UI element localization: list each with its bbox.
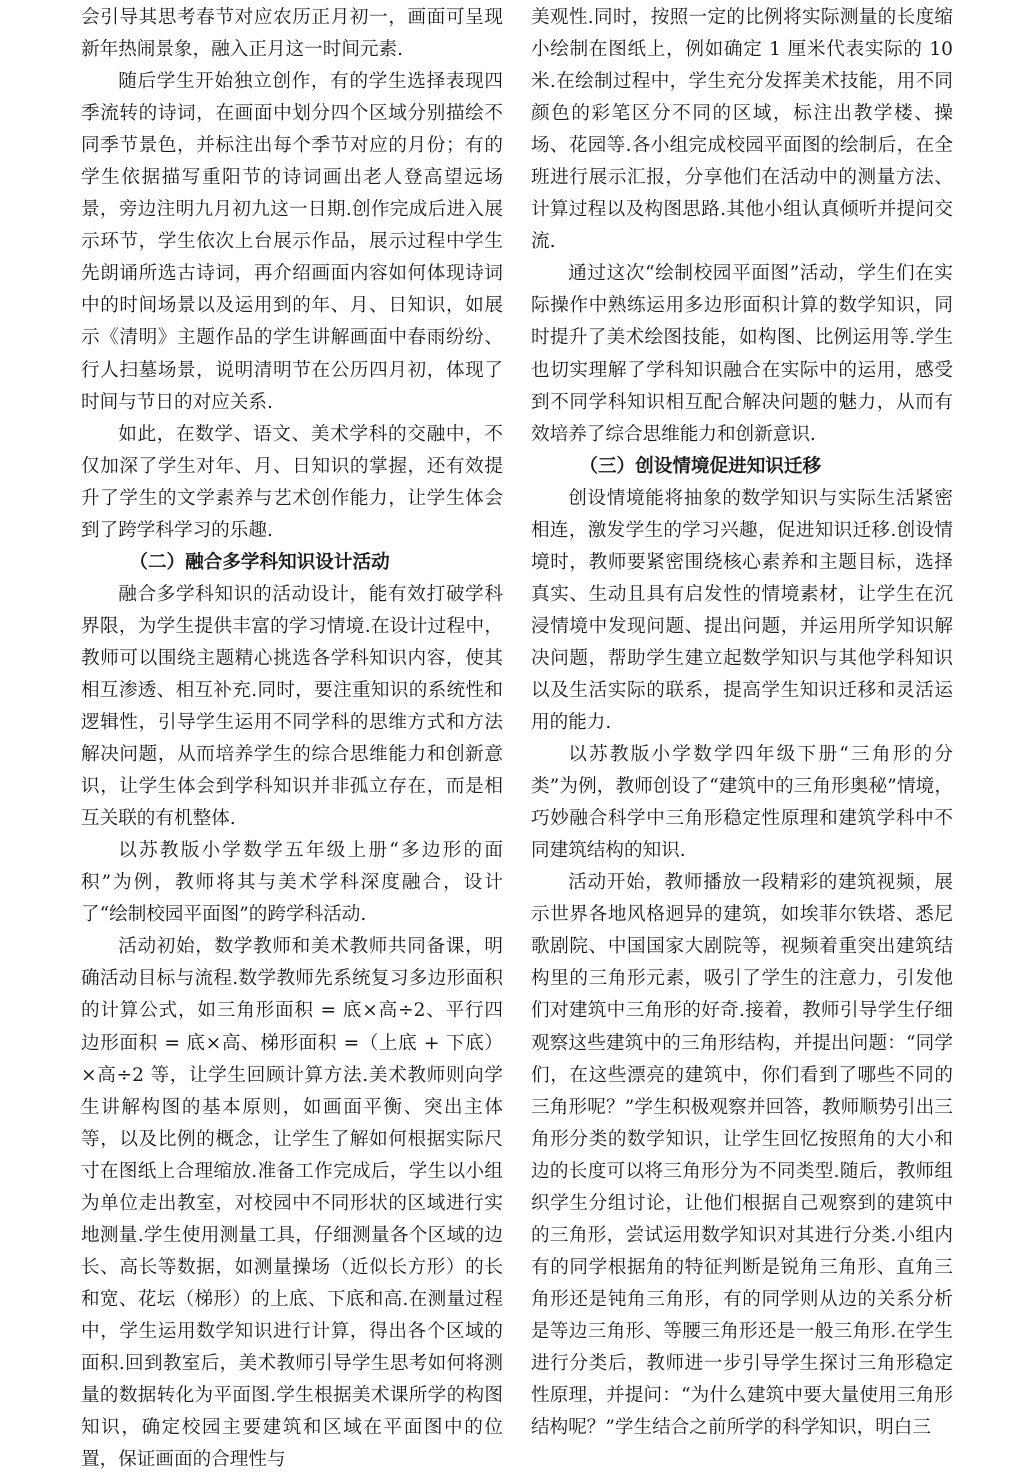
paragraph: 通过这次“绘制校园平面图”活动，学生们在实际操作中熟练运用多边形面积计算的数学知识，同时提升了美术绘图技能，如构图、比例运用等.学生也切实理解了学科知识融合在实际中的运用，感受到不同学科知识相互配合解决问题的魅力，从而有效培养了综合思维能力和创新意识. [531, 263, 953, 445]
paragraph: 美观性.同时，按照一定的比例将实际测量的长度缩小绘制在图纸上，例如确定 1 厘米代表实际的 10 米.在绘制过程中，学生充分发挥美术技能，用不同颜色的彩笔区分不同的区域，标注出教学楼、操场、花园等.各小组完成校园平面图的绘制后，在全班进行展示汇报，分享他们在活动中的测量方法、计算过程以及构图思路.其他小组认真倾听并提问交流. [531, 7, 953, 253]
paragraph: 创设情境能将抽象的数学知识与实际生活紧密相连，激发学生的学习兴趣，促进知识迁移.创设情境时，教师要紧密围绕核心素养和主题目标，选择真实、生动且具有启发性的情境素材，让学生在沉浸情境中发现问题、提出问题，并运用所学知识解决问题，帮助学生建立起数学知识与其他学科知识以及生活实际的联系，提高学生知识迁移和灵活运用的能力. [531, 487, 953, 734]
paragraph: 以苏教版小学数学四年级下册“三角形的分类”为例，教师创设了“建筑中的三角形奥秘”情境，巧妙融合科学中三角形稳定性原理和建筑学科中不同建筑结构的知识. [531, 744, 953, 862]
paragraph: 随后学生开始独立创作，有的学生选择表现四季流转的诗词，在画面中划分四个区域分别描绘不同季节景色，并标注出每个季节对应的月份；有的学生依据描写重阳节的诗词画出老人登高望远场景，旁边注明九月初九这一日期.创作完成后进入展示环节，学生依次上台展示作品，展示过程中学生先朗诵所选古诗词，再介绍画面内容如何体现诗词中的时间场景以及运用到的年、月、日知识，如展示《清明》主题作品的学生讲解画面中春雨纷纷、行人扫墓场景，说明清明节在公历四月初，体现了时间与节日的对应关系. [81, 71, 503, 413]
paragraph: 活动开始，教师播放一段精彩的建筑视频，展示世界各地风格迥异的建筑，如埃菲尔铁塔、悉尼歌剧院、中国国家大剧院等，视频着重突出建筑结构里的三角形元素，吸引了学生的注意力，引发他们对建筑中三角形的好奇.接着，教师引导学生仔细观察这些建筑中的三角形结构，并提出问题：“同学们，在这些漂亮的建筑中，你们看到了哪些不同的三角形呢？”学生积极观察并回答，教师顺势引出三角形分类的数学知识，让学生回忆按照角的大小和边的长度可以将三角形分为不同类型.随后，教师组织学生分组讨论，让他们根据自己观察到的建筑中的三角形，尝试运用数学知识对其进行分类.小组内有的同学根据角的特征判断是锐角三角形、直角三角形还是钝角三角形，有的同学则从边的关系分析是等边三角形、等腰三角形还是一般三角形.在学生进行分类后，教师进一步引导学生探讨三角形稳定性原理，并提问：“为什么建筑中要大量使用三角形结构呢？”学生结合之前所学的科学知识，明白三 [531, 872, 953, 1439]
left-column [81, 2, 503, 1476]
paragraph: 如此，在数学、语文、美术学科的交融中，不仅加深了学生对年、月、日知识的掌握，还有效提升了学生的文学素养与艺术创作能力，让学生体会到了跨学科学习的乐趣. [81, 423, 503, 541]
paragraph: 以苏教版小学数学五年级上册“多边形的面积”为例，教师将其与美术学科深度融合，设计了“绘制校园平面图”的跨学科活动. [81, 840, 503, 926]
paragraph: 会引导其思考春节对应农历正月初一，画面可呈现新年热闹景象，融入正月这一时间元素. [81, 7, 503, 61]
section-heading: （二）融合多学科知识设计活动 [129, 551, 390, 573]
section-heading: （三）创设情境促进知识迁移 [579, 455, 822, 477]
paragraph: 活动初始，数学教师和美术教师共同备课，明确活动目标与流程.数学教师先系统复习多边形面积的计算公式，如三角形面积 = 底×高÷2、平行四边形面积 = 底×高、梯形面积 =（上底 + 下底）×高÷2 等，让学生回顾计算方法.美术教师则向学生讲解构图的基本原则，如画面平衡、突出主体等，以及比例的概念，让学生了解如何根据实际尺寸在图纸上合理缩放.准备工作完成后，学生以小组为单位走出教室，对校园中不同形状的区域进行实地测量.学生使用测量工具，仔细测量各个区域的边长、高长等数据，如测量操场（近似长方形）的长和宽、花坛（梯形）的上底、下底和高.在测量过程中，学生运用数学知识进行计算，得出各个区域的面积.回到教室后，美术教师引导学生思考如何将测量的数据转化为平面图.学生根据美术课所学的构图知识，确定校园主要建筑和区域在平面图中的位置，保证画面的合理性与 [81, 936, 503, 1471]
paragraph: 融合多学科知识的活动设计，能有效打破学科界限，为学生提供丰富的学习情境.在设计过程中，教师可以围绕主题精心挑选各学科知识内容，使其相互渗透、相互补充.同时，要注重知识的系统性和逻辑性，引导学生运用不同学科的思维方式和方法解决问题，从而培养学生的综合思维能力和创新意识，让学生体会到学科知识并非孤立存在，而是相互关联的有机整体. [81, 583, 503, 830]
right-column [531, 2, 953, 1444]
